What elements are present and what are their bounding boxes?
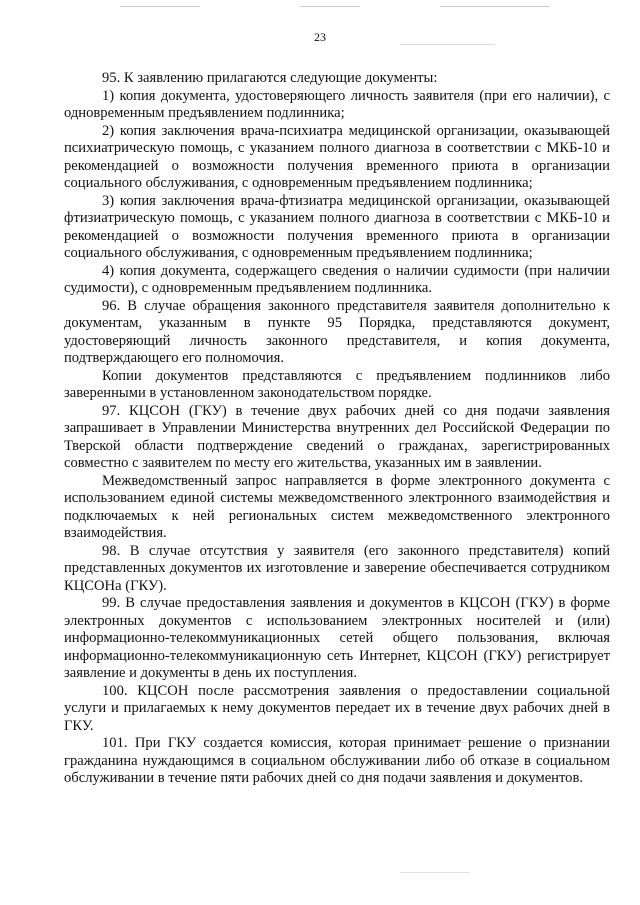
- paragraph-97-request: Межведомственный запрос направляется в форме электронного документа с использованием единой системы межведомственного электронного взаимодействия и подключаемых к ней региональных систем межведомственного электронного взаимодействия.: [64, 472, 610, 541]
- paragraph-95-item-1: 1) копия документа, удостоверяющего личность заявителя (при его наличии), с одновременным предъявлением подлинника;: [64, 87, 610, 121]
- paragraph-100: 100. КЦСОН после рассмотрения заявления о предоставлении социальной услуги и прилагаемых к нему документов передает их в течение двух рабочих дней в ГКУ.: [64, 682, 610, 734]
- scan-artifact: [300, 6, 360, 7]
- page-number: 23: [314, 30, 326, 44]
- paragraph-96-copies: Копии документов представляются с предъявлением подлинников либо заверенными в установленном законодательством порядке.: [64, 367, 610, 401]
- paragraph-95-intro: 95. К заявлению прилагаются следующие документы:: [102, 70, 438, 86]
- paragraph-95-item-4: 4) копия документа, содержащего сведения о наличии судимости (при наличии судимости), с одновременным предъявлением подлинника.: [64, 262, 610, 296]
- paragraph-95-item-3: 3) копия заключения врача-фтизиатра медицинской организации, оказывающей фтизиатрическую помощь, с указанием полного диагноза в соответствии с МКБ-10 и рекомендацией о возможности получения временного приюта в организации социального обслуживания, с одновременным предъявлением подлинника;: [64, 192, 610, 261]
- document-body: [64, 70, 610, 788]
- paragraph-96: 96. В случае обращения законного представителя заявителя дополнительно к документам, указанным в пункте 95 Порядка, представляются документ, удостоверяющий личность законного представителя, и копия документа, подтверждающего его полномочия.: [64, 297, 610, 366]
- scan-artifact: [120, 6, 200, 7]
- paragraph-95-item-2: 2) копия заключения врача-психиатра медицинской организации, оказывающей психиатрическую помощь, с указанием полного диагноза в соответствии с МКБ-10 и рекомендацией о возможности получения временного приюта в организации социального обслуживания, с одновременным предъявлением подлинника;: [64, 122, 610, 191]
- scan-artifact: [400, 872, 470, 873]
- paragraph-99: 99. В случае предоставления заявления и документов в КЦСОН (ГКУ) в форме электронных документов с использованием электронных носителей и (или) информационно-телекоммуникационных сетей общего пользования, включая информационно-телекоммуникационную сеть Интернет, КЦСОН (ГКУ) регистрирует заявление и документы в день их поступления.: [64, 595, 610, 681]
- scan-artifact: [440, 6, 550, 7]
- paragraph-97: 97. КЦСОН (ГКУ) в течение двух рабочих дней со дня подачи заявления запрашивает в Управлении Министерства внутренних дел Российской Федерации по Тверской области подтверждение сведений о гражданах, зарегистрированных совместно с заявителем по месту его жительства, указанных им в заявлении.: [64, 402, 610, 471]
- paragraph-101: 101. При ГКУ создается комиссия, которая принимает решение о признании гражданина нуждающимся в социальном обслуживании либо об отказе в социальном обслуживании в течение пяти рабочих дней со дня подачи заявления и документов.: [64, 735, 610, 786]
- paragraph-98: 98. В случае отсутствия у заявителя (его законного представителя) копий представленных документов их изготовление и заверение обеспечивается сотрудником КЦСОНа (ГКУ).: [64, 542, 610, 594]
